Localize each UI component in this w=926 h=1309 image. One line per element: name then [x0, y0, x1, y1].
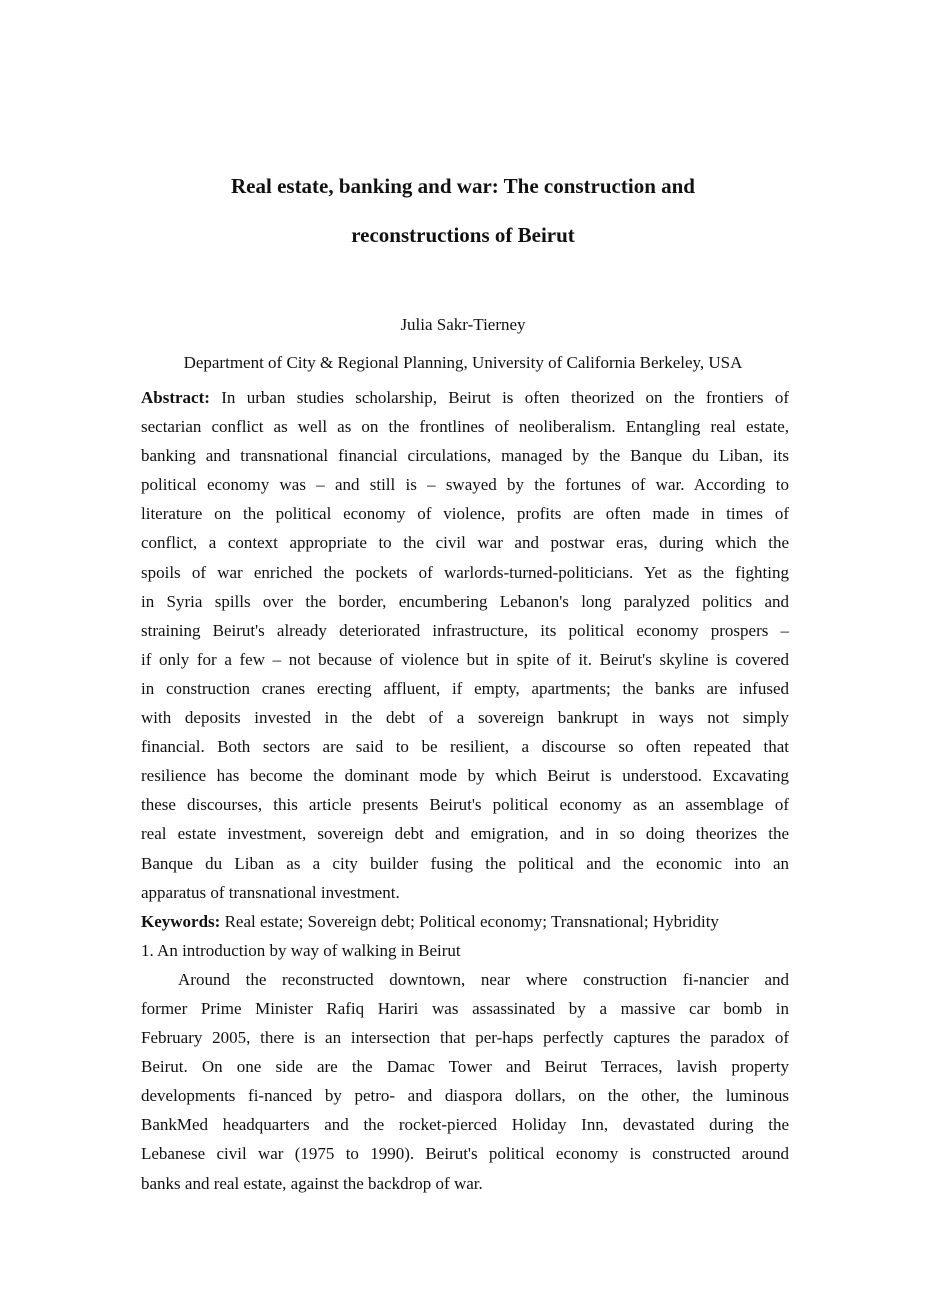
abstract-text: In urban studies scholarship, Beirut is often theorized on the frontiers of	[209, 388, 789, 407]
text-line: conflict, a context appropriate to the civil war and postwar eras, during which the	[141, 533, 789, 553]
text-line: in construction cranes erecting affluent, if empty, apartments; the banks are infused	[141, 678, 789, 698]
paper-title-line-1: Real estate, banking and war: The construction and	[231, 174, 695, 198]
keywords-label: Keywords:	[141, 911, 221, 931]
keywords-text: Real estate; Sovereign debt; Political economy; Transnational; Hybridity	[220, 911, 719, 931]
text-line: in Syria spills over the border, encumbering Lebanon's long paralyzed politics and	[141, 591, 789, 611]
text-line: Lebanese civil war (1975 to 1990). Beirut's political economy is constructed around	[141, 1144, 789, 1164]
paper-title-line-2: reconstructions of Beirut	[351, 223, 575, 247]
text-line: literature on the political economy of violence, profits are often made in times of	[141, 504, 789, 524]
author-name: Julia Sakr-Tierney	[400, 315, 526, 334]
text-line: apparatus of transnational investment.	[141, 882, 400, 902]
abstract-lines	[141, 412, 789, 907]
keywords	[141, 907, 789, 936]
text-line: straining Beirut's already deteriorated infrastructure, its political economy prospers –	[141, 620, 789, 640]
text-line: real estate investment, sovereign debt and emigration, and in so doing theorizes the	[141, 824, 789, 844]
text-line: these discourses, this article presents Beirut's political economy as an assemblage of	[141, 795, 789, 815]
text-line: sectarian conflict as well as on the frontlines of neoliberalism. Entangling real estate,	[141, 417, 789, 437]
text-line: with deposits invested in the debt of a sovereign bankrupt in ways not simply	[141, 708, 789, 728]
text-line: banks and real estate, against the backdrop of war.	[141, 1173, 483, 1193]
text-line: developments fi-nanced by petro- and diaspora dollars, on the other, the luminous	[141, 1086, 789, 1106]
author-affiliation: Department of City & Regional Planning, University of California Berkeley, USA	[183, 353, 743, 372]
text-line: resilience has become the dominant mode by which Beirut is understood. Excavating	[141, 766, 789, 786]
text-line: February 2005, there is an intersection that per-haps perfectly captures the paradox of	[141, 1028, 789, 1048]
text-line: if only for a few – not because of violence but in spite of it. Beirut's skyline is covered	[141, 649, 789, 669]
abstract-first-line	[141, 383, 789, 412]
abstract-label: Abstract:	[141, 388, 210, 407]
text-line: political economy was – and still is – swayed by the fortunes of war. According to	[141, 475, 789, 495]
text-line: Around the reconstructed downtown, near where construction fi-nancier and	[178, 969, 789, 989]
intro-paragraph	[141, 965, 789, 1198]
section-heading: 1. An introduction by way of walking in Beirut	[141, 940, 461, 960]
text-line: Banque du Liban as a city builder fusing the political and the economic into an	[141, 853, 789, 873]
text-line: banking and transnational financial circulations, managed by the Banque du Liban, its	[141, 446, 789, 466]
text-line: spoils of war enriched the pockets of warlords-turned-politicians. Yet as the fighting	[141, 562, 789, 582]
paper-body	[141, 383, 789, 1198]
text-line: former Prime Minister Rafiq Hariri was assassinated by a massive car bomb in	[141, 998, 789, 1018]
text-line: financial. Both sectors are said to be resilient, a discourse so often repeated that	[141, 737, 789, 757]
text-line: BankMed headquarters and the rocket-pierced Holiday Inn, devastated during the	[141, 1115, 789, 1135]
text-line: Beirut. On one side are the Damac Tower and Beirut Terraces, lavish property	[141, 1057, 789, 1077]
